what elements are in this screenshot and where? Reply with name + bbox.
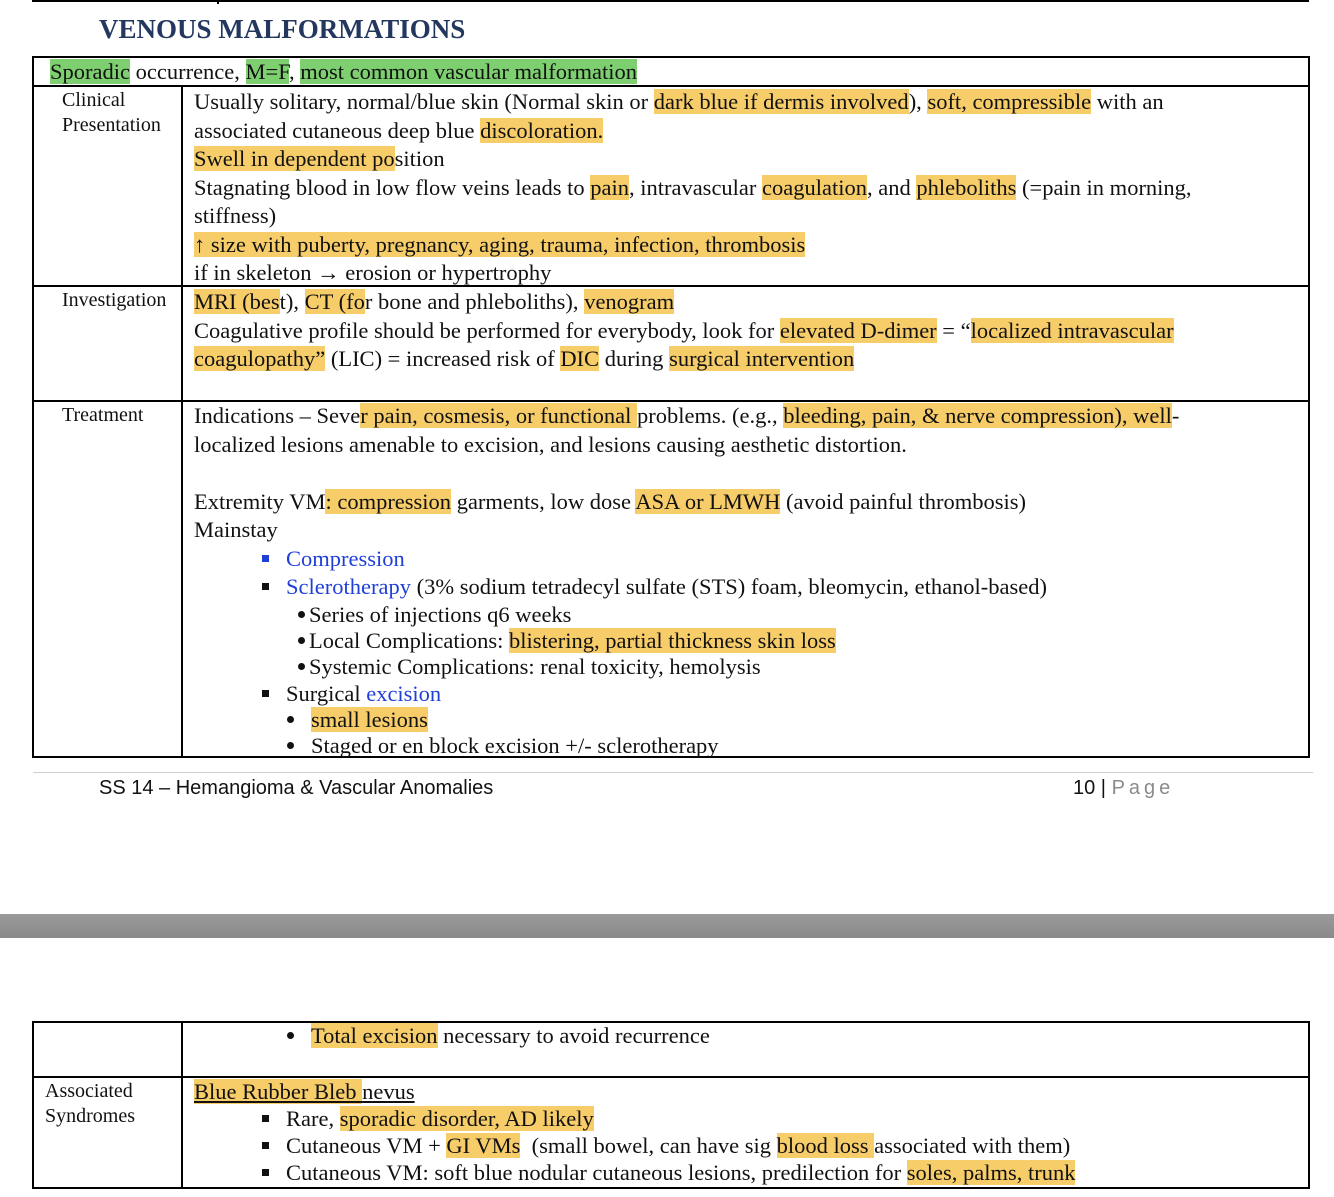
clinical-line-7: if in skeleton → erosion or hypertrophy — [194, 260, 552, 285]
text: with an — [1091, 89, 1164, 114]
sub-bullet-systemic — [194, 654, 1179, 680]
continued-bullet-total-excision — [194, 1022, 710, 1051]
previous-table-border — [32, 0, 1309, 2]
sub-bullet-series — [194, 602, 1179, 628]
highlight: : compression — [325, 488, 452, 514]
text: excision — [366, 680, 442, 706]
associated-syndromes-content — [194, 1078, 1075, 1186]
page-separator: | — [1095, 777, 1112, 799]
sub-bullet-staged — [194, 733, 1179, 759]
text: Local Complications: — [309, 627, 509, 653]
bullet-gi-vms — [194, 1132, 1075, 1159]
text: associated with them) — [874, 1133, 1071, 1158]
page-break-divider — [0, 914, 1334, 938]
highlight: dark blue if dermis involved — [653, 89, 909, 114]
text: Surgical — [286, 680, 367, 706]
text: r bone and phleboliths), — [364, 289, 585, 314]
highlight: coagulopathy” — [194, 346, 326, 371]
label-clinical-line1: Clinical — [62, 89, 126, 111]
page-number: 10 — [1073, 777, 1096, 799]
text: garments, low dose — [451, 488, 636, 514]
sub-bullet-local — [194, 628, 1179, 654]
label-associated-line2: Syndromes — [45, 1105, 135, 1127]
text: (LIC) = increased risk of — [325, 346, 561, 371]
bullet-rare — [194, 1105, 1075, 1132]
text: Cutaneous VM + — [286, 1133, 447, 1158]
clinical-line-3 — [194, 145, 1192, 174]
highlight: GI VMs — [446, 1133, 521, 1158]
highlight: Swell in dependent po — [194, 146, 395, 171]
investigation-line-2 — [194, 317, 1174, 346]
highlight: phleboliths — [916, 174, 1017, 200]
highlight: Blue Rubber Bleb — [194, 1079, 363, 1104]
highlight: blistering, partial thickness skin loss — [508, 627, 836, 653]
highlight: soft, compressible — [927, 89, 1092, 114]
highlight: r pain, cosmesis, or functional — [360, 403, 638, 428]
text: problems. (e.g., — [637, 403, 784, 428]
highlight: CT (fo — [304, 289, 365, 314]
text: (3% sodium tetradecyl sulfate (STS) foam, bleomycin, ethanol-based) — [410, 574, 1048, 599]
text: Series of injections q6 weeks — [309, 601, 572, 627]
column-divider-2 — [181, 1021, 183, 1189]
footer-page — [1073, 777, 1174, 800]
highlight: discoloration. — [480, 117, 604, 143]
text: Sclerotherapy — [286, 574, 411, 599]
text: Indications – Seve — [194, 403, 361, 428]
label-clinical-line2: Presentation — [62, 114, 161, 136]
treatment-line-2: localized lesions amenable to excision, and lesions causing aesthetic distortion. — [194, 431, 907, 457]
treatment-content — [194, 402, 1179, 759]
highlight: localized intravascular — [970, 317, 1174, 343]
highlight: soles, palms, trunk — [906, 1160, 1076, 1185]
round-bullet-icon — [298, 663, 305, 670]
round-bullet-icon — [287, 1032, 294, 1039]
text: Usually solitary, normal/blue skin (Normal skin or — [194, 89, 654, 114]
column-divider — [181, 85, 183, 757]
page-word: Page — [1111, 777, 1175, 799]
header-comma: , — [288, 59, 301, 84]
round-bullet-icon — [287, 742, 294, 749]
text: t), — [279, 289, 305, 314]
highlight: ↑ size with puberty, pregnancy, aging, trauma, infection, thrombosis — [194, 231, 806, 257]
treatment-line-4: Mainstay — [194, 517, 278, 542]
round-bullet-icon — [298, 611, 305, 618]
text: Stagnating blood in low flow veins leads to — [194, 174, 591, 200]
header-sporadic: Sporadic — [50, 59, 130, 84]
header-most-common: most common vascular malformation — [300, 59, 637, 84]
row-label-treatment: Treatment — [62, 404, 144, 426]
text: Cutaneous VM: soft blue nodular cutaneous lesions, predilection for — [286, 1160, 907, 1185]
square-bullet-icon — [262, 583, 269, 590]
clinical-line-5: stiffness) — [194, 203, 277, 228]
text: (avoid painful thrombosis) — [780, 488, 1027, 514]
previous-table-divider — [217, 0, 219, 4]
header-row — [50, 58, 637, 87]
row-label-clinical — [62, 88, 161, 138]
label-associated-line1: Associated — [45, 1080, 133, 1102]
text: sition — [394, 146, 445, 171]
clinical-line-2 — [194, 117, 1192, 146]
header-occurrence: occurrence, — [129, 59, 246, 84]
total-excision-line — [194, 1022, 710, 1051]
row-label-investigation: Investigation — [62, 289, 167, 311]
text: during — [599, 346, 670, 371]
text: necessary to avoid recurrence — [437, 1023, 710, 1048]
square-bullet-icon — [262, 690, 269, 697]
text: nevus — [362, 1079, 415, 1104]
treatment-line-1 — [194, 402, 1179, 431]
clinical-line-4 — [194, 174, 1192, 203]
text: , intravascular — [628, 174, 763, 200]
section-title: VENOUS MALFORMATIONS — [99, 14, 466, 44]
square-bullet-icon — [262, 1142, 269, 1149]
highlight: DIC — [560, 346, 600, 371]
highlight: surgical intervention — [669, 346, 855, 371]
blue-square-bullet-icon — [262, 555, 269, 562]
highlight: bleeding, pain, & nerve compression), well — [783, 403, 1172, 428]
text: (=pain in morning, — [1016, 174, 1192, 200]
row-label-associated — [45, 1079, 135, 1129]
text: Compression — [286, 545, 405, 571]
square-bullet-icon — [262, 1115, 269, 1122]
text: associated cutaneous deep blue — [194, 117, 481, 143]
text: ), — [908, 89, 928, 114]
square-bullet-icon — [262, 1169, 269, 1176]
text: , and — [867, 174, 917, 200]
highlight: MRI (bes — [194, 289, 280, 314]
investigation-line-3 — [194, 345, 1174, 374]
footer-rule — [33, 772, 1313, 773]
bullet-sclerotherapy — [194, 573, 1179, 602]
highlight: ASA or LMWH — [635, 488, 781, 514]
bullet-surgical — [194, 680, 1179, 707]
blue-rubber-bleb-line — [194, 1078, 1075, 1105]
text: = “ — [936, 317, 971, 343]
text: Rare, — [286, 1106, 340, 1131]
header-mf: M=F — [245, 59, 289, 84]
bullet-cutaneous — [194, 1159, 1075, 1186]
clinical-presentation-content — [194, 88, 1192, 286]
text: (small bowel, can have sig — [520, 1133, 777, 1158]
highlight: blood loss — [776, 1133, 875, 1158]
investigation-line-1 — [194, 288, 1174, 317]
clinical-line-6 — [194, 231, 1192, 260]
text: Extremity VM — [194, 488, 326, 514]
text: Systemic Complications: renal toxicity, hemolysis — [309, 653, 761, 679]
clinical-line-1 — [194, 88, 1192, 117]
highlight: venogram — [584, 289, 675, 314]
round-bullet-icon — [298, 637, 305, 644]
round-bullet-icon — [287, 716, 294, 723]
blank-line — [194, 459, 1179, 488]
sub-bullet-small-lesions — [194, 707, 1179, 733]
text: Staged or en block excision +/- sclerotherapy — [311, 732, 719, 758]
highlight: elevated D-dimer — [779, 317, 937, 343]
bullet-compression — [194, 545, 1179, 574]
investigation-content — [194, 288, 1174, 374]
highlight: coagulation — [762, 174, 868, 200]
highlight: sporadic disorder, AD likely — [339, 1106, 594, 1131]
footer-left: SS 14 – Hemangioma & Vascular Anomalies — [99, 777, 494, 799]
text: Coagulative profile should be performed for everybody, look for — [194, 317, 780, 343]
highlight: Total excision — [311, 1023, 438, 1048]
text: - — [1171, 403, 1180, 428]
highlight: small lesions — [311, 706, 428, 732]
highlight: pain — [590, 174, 629, 200]
treatment-line-3 — [194, 488, 1179, 517]
